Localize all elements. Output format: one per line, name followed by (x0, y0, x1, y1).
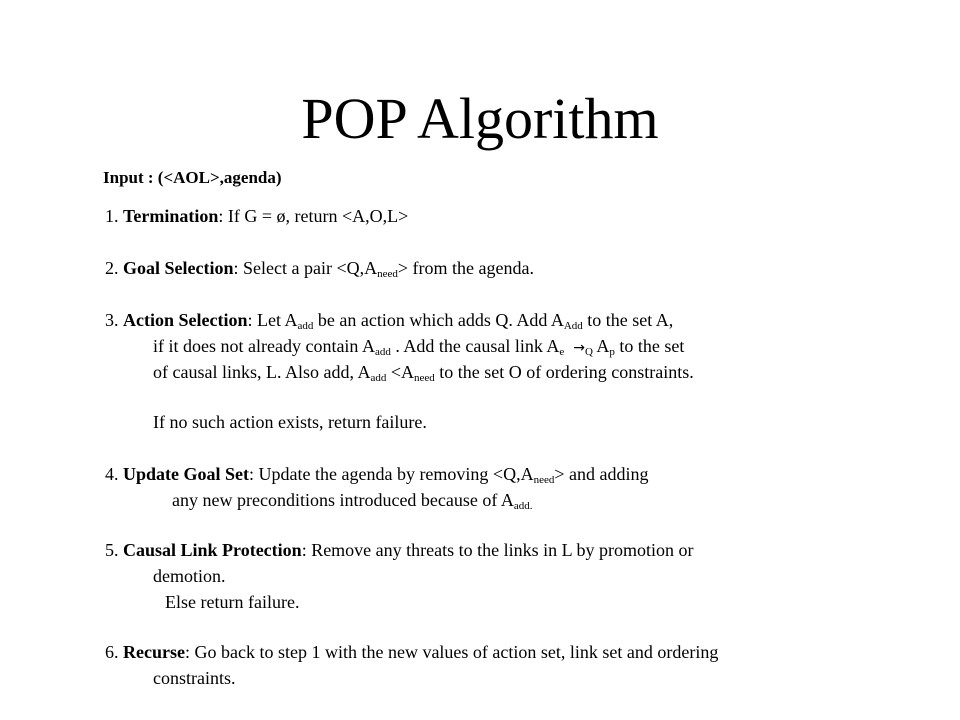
step-name: Update Goal Set (123, 464, 249, 484)
subscript: add. (513, 500, 533, 512)
step-text: if it does not already contain A (153, 336, 375, 356)
subscript: add (297, 320, 314, 332)
step-3-line-3 (153, 362, 694, 384)
step-5-line-3 (165, 592, 299, 614)
slide-title: POP Algorithm (301, 86, 659, 151)
step-text: : Remove any threats to the links in L by promotion or (301, 540, 694, 560)
step-number: 1. (105, 206, 119, 226)
step-number: 2. (105, 258, 119, 278)
subscript: add (374, 346, 391, 358)
subscript: need (377, 268, 398, 280)
step-text: to the set (614, 336, 685, 356)
step-text: <A (386, 362, 415, 382)
step-text: demotion. (153, 566, 226, 586)
step-4-line-2 (172, 490, 533, 512)
step-number: 3. (105, 310, 119, 330)
step-name: Action Selection (123, 310, 248, 330)
step-name: Goal Selection (123, 258, 234, 278)
step-text: of causal links, L. Also add, A (153, 362, 371, 382)
step-text: : Select a pair <Q,A (233, 258, 378, 278)
step-3-line-4 (153, 412, 427, 434)
step-text: : If G = ø, return <A,O,L> (218, 206, 409, 226)
step-text: . Add the causal link A (390, 336, 560, 356)
subscript: need (414, 372, 435, 384)
step-text: to the set A, (582, 310, 674, 330)
subscript: Q (584, 346, 593, 358)
step-number: 4. (105, 464, 119, 484)
step-6-line-2 (153, 668, 236, 690)
step-text: Else return failure. (165, 592, 300, 612)
subscript: add (370, 372, 387, 384)
step-4-line-1 (105, 464, 648, 486)
step-text: A (592, 336, 610, 356)
step-text: : Update the agenda by removing <Q,A (249, 464, 534, 484)
step-text: be an action which adds Q. Add A (313, 310, 564, 330)
step-text: any new preconditions introduced because of A (172, 490, 514, 510)
step-text: > from the agenda. (397, 258, 534, 278)
step-3-line-2 (153, 336, 684, 358)
step-5-line-2 (153, 566, 226, 588)
step-2 (105, 258, 534, 280)
subscript: e (559, 346, 565, 358)
step-text: : Let A (247, 310, 298, 330)
step-1 (105, 206, 408, 228)
step-text: constraints. (153, 668, 236, 688)
step-text: > and adding (554, 464, 649, 484)
step-3-line-1 (105, 310, 673, 332)
step-number: 6. (105, 642, 119, 662)
subscript: Add (563, 320, 583, 332)
step-name: Recurse (123, 642, 185, 662)
step-5-line-1 (105, 540, 693, 562)
right-arrow-icon: → (573, 340, 585, 356)
subscript: need (533, 474, 555, 486)
step-name: Causal Link Protection (123, 540, 302, 560)
step-name: Termination (123, 206, 219, 226)
step-number: 5. (105, 540, 119, 560)
input-line: Input : (<AOL>,agenda) (103, 168, 282, 187)
step-6-line-1 (105, 642, 718, 664)
subscript: p (609, 346, 615, 358)
step-text: If no such action exists, return failure. (153, 412, 427, 432)
step-text: : Go back to step 1 with the new values of action set, link set and ordering (184, 642, 719, 662)
step-text: to the set O of ordering constraints. (434, 362, 694, 382)
